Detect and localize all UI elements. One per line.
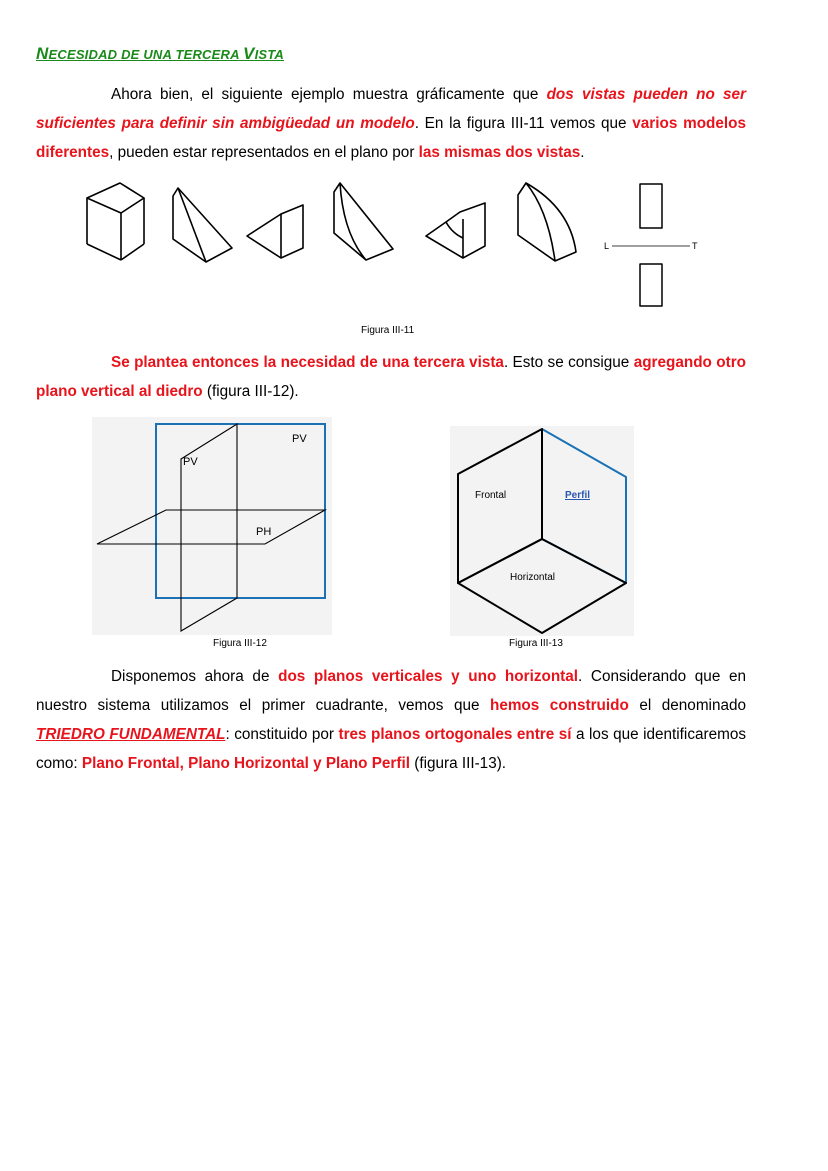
figure-iii-12 — [92, 417, 332, 635]
lt-label-right: T — [692, 241, 698, 251]
two-views-drawing — [612, 184, 690, 306]
figure-iii-11 — [80, 178, 720, 313]
lt-label-left: L — [604, 241, 610, 251]
model-wedge-drawing — [173, 188, 232, 262]
label-pv-right: PV — [292, 433, 307, 445]
document-page — [36, 44, 746, 64]
figure-iii-13 — [450, 426, 634, 636]
figure-iii-11-caption: Figura III-11 — [361, 325, 415, 336]
label-pv-left: PV — [183, 456, 198, 468]
model-cube-drawing — [87, 183, 144, 260]
paragraph-1: Ahora bien, el siguiente ejemplo muestra gráficamente que dos vistas pueden no ser suficientes para definir sin ambigüedad un modelo. En la figura III-11 vemos que varios modelos diferentes, pueden estar representados en el plano por las mismas dos vistas. — [36, 86, 747, 161]
paragraph-3: Disponemos ahora de dos planos verticales y uno horizontal. Considerando que en nuestro sistema utilizamos el primer cuadrante, vemos que hemos construido el denominado TRIEDRO FUNDAMENTAL: constituido por tres planos ortogonales entre sí a los que identificaremos como: Plano Frontal, Plano Horizontal y Plano Perfil (figura III-13). — [36, 668, 746, 772]
model-prism-drawing — [247, 205, 303, 258]
label-ph: PH — [256, 526, 272, 538]
model-curved-wedge-drawing — [334, 183, 393, 260]
figure-iii-12-caption: Figura III-12 — [213, 638, 267, 649]
paragraph-2-block — [36, 348, 746, 406]
model-curved-prism-drawing — [426, 203, 485, 258]
label-perfil: Perfil — [565, 490, 591, 501]
label-frontal: Frontal — [475, 490, 507, 501]
paragraph-1-block — [36, 80, 746, 167]
paragraph-3-block — [36, 662, 746, 778]
section-title: NECESIDAD DE UNA TERCERA VISTA — [36, 44, 285, 63]
paragraph-2: Se plantea entonces la necesidad de una tercera vista. Esto se consigue agregando otro plano vertical al diedro (figura III-12). — [36, 354, 746, 400]
label-horizontal: Horizontal — [510, 572, 556, 583]
figure-iii-13-caption: Figura III-13 — [509, 638, 563, 649]
model-quarter-cylinder-drawing — [518, 183, 576, 261]
